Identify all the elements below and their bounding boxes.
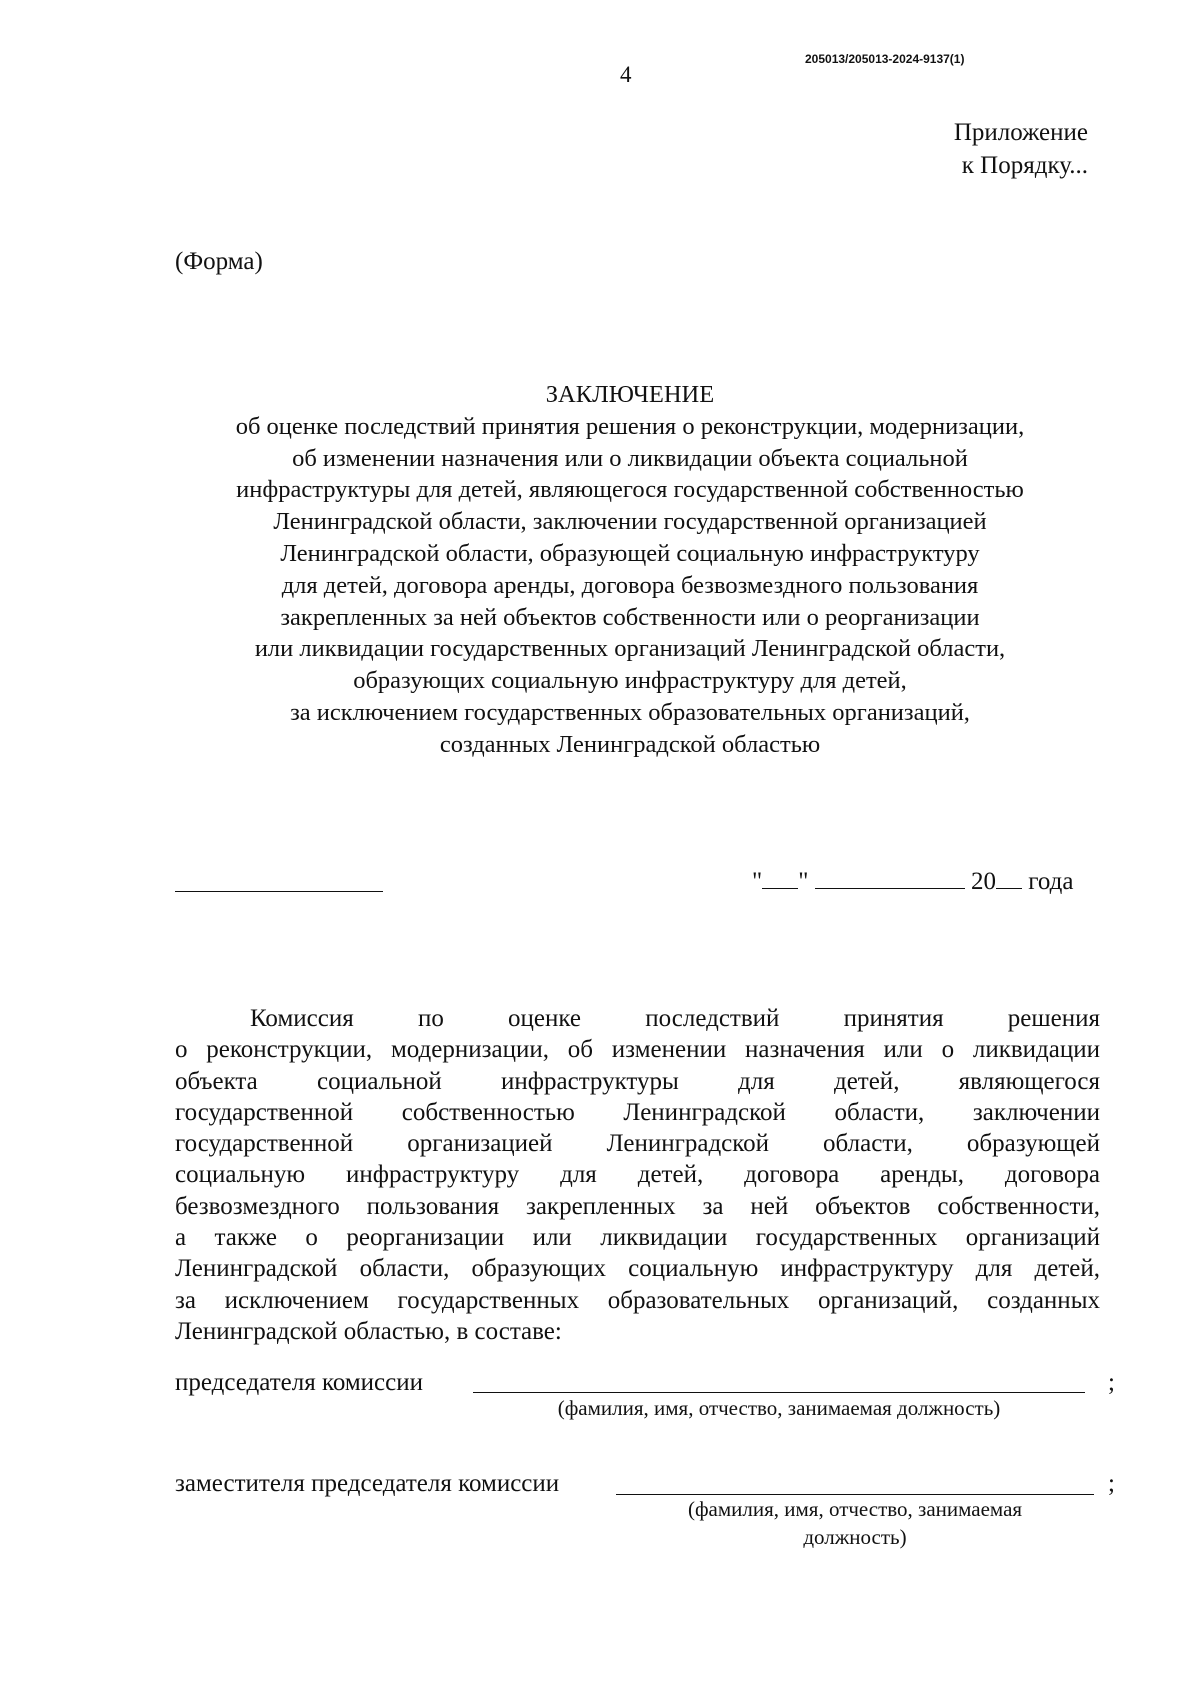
deputy-label: заместителя председателя комиссии (175, 1470, 560, 1497)
date-quote-close: " (798, 868, 809, 895)
body-line: а также о реорганизации или ликвидации государственных организаций (175, 1224, 1100, 1252)
day-blank (762, 866, 798, 889)
deputy-hint (616, 1495, 1094, 1551)
body-paragraph (175, 1003, 1100, 1347)
body-line: государственной собственностью Ленинградской области, заключении (175, 1098, 1100, 1126)
body-line: за исключением государственных образовательных организаций, созданных (175, 1286, 1100, 1314)
appendix-line-2: к Порядку... (961, 152, 1088, 179)
title-line: инфраструктуры для детей, являющегося государственной собственностью (236, 476, 1024, 504)
title-line: об оценке последствий принятия решения о реконструкции, модернизации, (235, 412, 1025, 440)
body-line: о реконструкции, модернизации, об изменении назначения или о ликвидации (175, 1036, 1100, 1064)
title-line: созданных Ленинградской областью (439, 730, 821, 758)
body-line: Ленинградской областью, в составе: (175, 1317, 562, 1345)
date-year-word: года (1028, 868, 1074, 895)
date-row (752, 866, 1073, 896)
deputy-hint-line-1: (фамилия, имя, отчество, занимаемая (687, 1497, 1023, 1521)
chairman-label: председателя комиссии (175, 1369, 423, 1396)
deputy-hint-line-2: должность) (803, 1525, 907, 1549)
title-line: Ленинградской области, заключении государственной организацией (273, 508, 987, 536)
title-line: или ликвидации государственных организаций Ленинградской области, (254, 635, 1006, 663)
title-line: для детей, договора аренды, договора безвозмездного пользования (281, 571, 979, 599)
appendix-line-1: Приложение (953, 119, 1088, 146)
chairman-input-line[interactable] (473, 1392, 1085, 1393)
date-quote-open: " (752, 868, 763, 895)
body-line: Ленинградской области, образующих социальную инфраструктуру для детей, (175, 1255, 1100, 1283)
title-line: Ленинградской области, образующей социальную инфраструктуру (280, 539, 980, 567)
place-blank-line (175, 891, 383, 892)
form-label: (Форма) (175, 248, 263, 275)
title-line: образующих социальную инфраструктуру для детей, (353, 667, 907, 695)
chairman-semicolon: ; (1108, 1369, 1115, 1396)
appendix-note (954, 116, 1088, 182)
body-line: безвозмездного пользования закрепленных за ней объектов собственности, (175, 1192, 1100, 1220)
document-title (130, 379, 1130, 761)
body-line: государственной организацией Ленинградской области, образующей (175, 1130, 1100, 1158)
chairman-hint: (фамилия, имя, отчество, занимаемая должность) (557, 1396, 1001, 1420)
document-id: 205013/205013-2024-9137(1) (805, 52, 965, 66)
month-blank (815, 866, 965, 889)
deputy-semicolon: ; (1108, 1470, 1115, 1497)
body-line: Комиссия по оценке последствий принятия решения (250, 1005, 1100, 1032)
date-century: 20 (970, 868, 996, 895)
year-blank (996, 866, 1022, 889)
title-line: об изменении назначения или о ликвидации объекта социальной (292, 444, 968, 472)
title-heading: ЗАКЛЮЧЕНИЕ (545, 381, 715, 408)
title-line: закрепленных за ней объектов собственности или о реорганизации (280, 603, 980, 631)
body-line: социальную инфраструктуру для детей, договора аренды, договора (175, 1161, 1100, 1189)
page-number: 4 (620, 62, 632, 87)
body-line: объекта социальной инфраструктуры для детей, являющегося (175, 1067, 1100, 1095)
title-line: за исключением государственных образовательных организаций, (290, 698, 970, 726)
